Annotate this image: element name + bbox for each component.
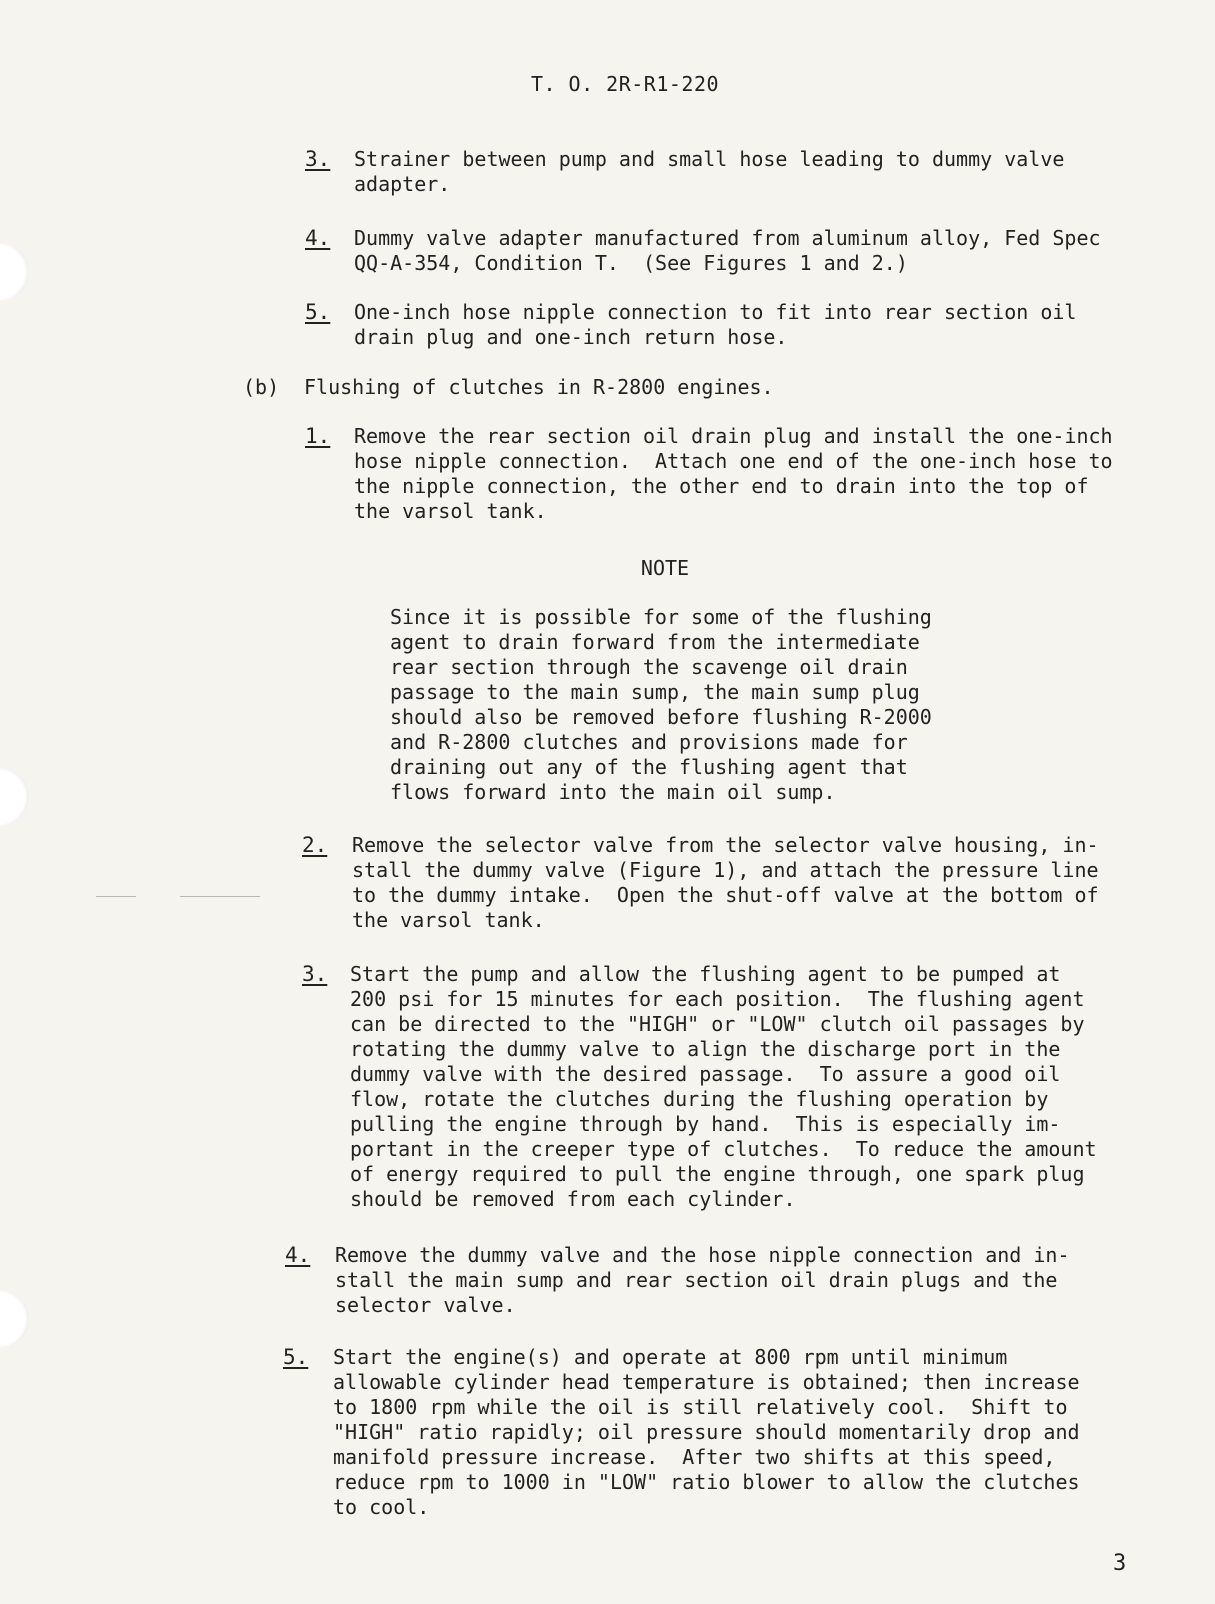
list-item — [0, 226, 1215, 275]
item-line: Start the engine(s) and operate at 800 rpm until minimum — [333, 1345, 1008, 1369]
item-line: 200 psi for 15 minutes for each position. The flushing agent — [350, 987, 1085, 1011]
item-line: to cool. — [333, 1495, 430, 1519]
note-line: should also be removed before flushing R-2000 — [390, 705, 932, 729]
item-line: allowable cylinder head temperature is obtained; then increase — [333, 1370, 1080, 1394]
item-line: manifold pressure increase. After two shifts at this speed, — [333, 1445, 1056, 1469]
item-line: One-inch hose nipple connection to fit into rear section oil — [354, 300, 1077, 324]
item-line: stall the main sump and rear section oil drain plugs and the — [335, 1268, 1058, 1292]
note-line: flows forward into the main oil sump. — [390, 780, 836, 804]
item-line: dummy valve with the desired passage. To assure a good oil — [350, 1062, 1061, 1086]
item-line: hose nipple connection. Attach one end of the one-inch hose to — [354, 449, 1113, 473]
item-number: 5. — [305, 300, 331, 324]
item-line: the nipple connection, the other end to drain into the top of — [354, 474, 1089, 498]
item-number: 4. — [305, 226, 331, 250]
item-line: Start the pump and allow the flushing agent to be pumped at — [350, 962, 1061, 986]
item-line: drain plug and one-inch return hose. — [354, 325, 788, 349]
scan-artifact-line — [180, 896, 260, 897]
item-line: stall the dummy valve (Figure 1), and attach the pressure line — [352, 858, 1099, 882]
item-number: 4. — [285, 1243, 311, 1267]
item-number: 3. — [302, 962, 328, 986]
list-item — [0, 300, 1215, 349]
note-line: rear section through the scavenge oil drain — [390, 655, 908, 679]
item-line: to 1800 rpm while the oil is still relatively cool. Shift to — [333, 1395, 1068, 1419]
item-line: Remove the dummy valve and the hose nipple connection and in- — [335, 1243, 1070, 1267]
list-item — [0, 147, 1215, 196]
item-number: 2. — [302, 833, 328, 857]
scan-artifact-line — [96, 896, 136, 897]
item-line: selector valve. — [335, 1293, 516, 1317]
item-line: QQ-A-354, Condition T. (See Figures 1 and 2.) — [354, 251, 908, 275]
note-line: passage to the main sump, the main sump plug — [390, 680, 920, 704]
item-line: Remove the rear section oil drain plug and install the one-inch — [354, 424, 1113, 448]
item-line: Remove the selector valve from the selector valve housing, in- — [352, 833, 1099, 857]
item-line: should be removed from each cylinder. — [350, 1187, 796, 1211]
list-item — [0, 424, 1215, 523]
item-line: adapter. — [354, 172, 451, 196]
page-number: 3 — [1113, 1551, 1127, 1576]
section-label: (b) — [243, 375, 280, 399]
list-item — [0, 962, 1215, 1211]
item-line: Dummy valve adapter manufactured from aluminum alloy, Fed Spec — [354, 226, 1101, 250]
item-line: pulling the engine through by hand. This is especially im- — [350, 1112, 1061, 1136]
item-line: the varsol tank. — [354, 499, 547, 523]
item-line: of energy required to pull the engine through, one spark plug — [350, 1162, 1085, 1186]
list-item — [0, 1345, 1215, 1519]
item-line: flow, rotate the clutches during the flushing operation by — [350, 1087, 1049, 1111]
item-number: 5. — [283, 1345, 309, 1369]
punch-hole — [0, 1290, 29, 1348]
note-body — [0, 605, 1215, 804]
item-line: portant in the creeper type of clutches. To reduce the amount — [350, 1137, 1097, 1161]
section-title: Flushing of clutches in R-2800 engines. — [304, 375, 774, 399]
note-line: and R-2800 clutches and provisions made for — [390, 730, 908, 754]
technical-order-number: T. O. 2R-R1-220 — [530, 72, 720, 96]
punch-hole — [0, 768, 29, 826]
note-title: NOTE — [640, 556, 690, 580]
item-line: to the dummy intake. Open the shut-off valve at the bottom of — [352, 883, 1099, 907]
section-heading — [0, 375, 1215, 402]
item-line: "HIGH" ratio rapidly; oil pressure should momentarily drop and — [333, 1420, 1080, 1444]
item-line: the varsol tank. — [352, 908, 545, 932]
list-item — [0, 833, 1215, 932]
item-line: reduce rpm to 1000 in "LOW" ratio blower to allow the clutches — [333, 1470, 1080, 1494]
item-line: Strainer between pump and small hose leading to dummy valve — [354, 147, 1065, 171]
list-item — [0, 1243, 1215, 1317]
item-number: 1. — [305, 424, 331, 448]
item-number: 3. — [305, 147, 331, 171]
item-line: can be directed to the "HIGH" or "LOW" clutch oil passages by — [350, 1012, 1085, 1036]
item-line: rotating the dummy valve to align the discharge port in the — [350, 1037, 1061, 1061]
note-line: Since it is possible for some of the flushing — [390, 605, 932, 629]
note-line: draining out any of the flushing agent that — [390, 755, 908, 779]
note-line: agent to drain forward from the intermediate — [390, 630, 920, 654]
